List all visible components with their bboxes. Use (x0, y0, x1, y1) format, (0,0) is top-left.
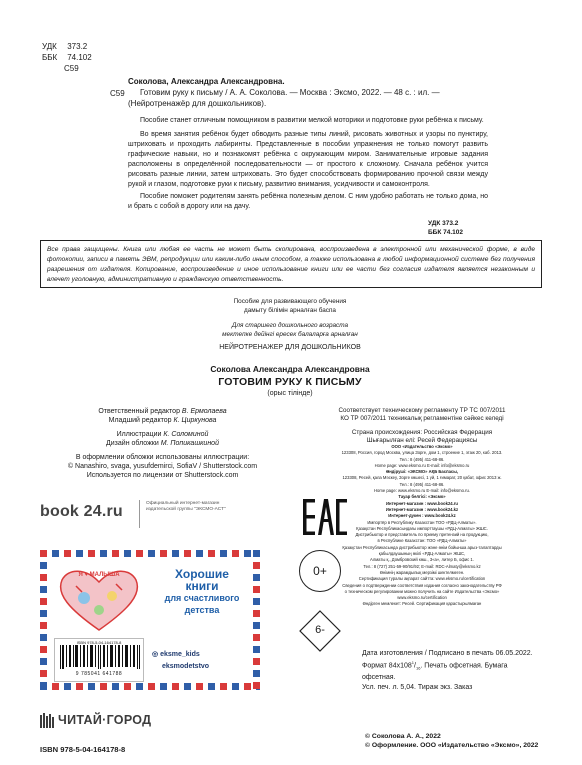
credit-cover-label: Дизайн обложки (106, 440, 159, 448)
stamp-stripe (40, 682, 47, 689)
credit-illus-name: К. Соломиной (163, 430, 209, 438)
headline-3: для счастливого (164, 593, 240, 603)
headline-2: книги (185, 579, 219, 593)
stamp-stripe (88, 550, 95, 557)
stamp-stripe (136, 550, 143, 557)
stamp-stripe (253, 586, 260, 593)
language-note: (орыс тілінде) (267, 390, 313, 397)
credits-right (302, 407, 542, 446)
publisher-line: Тел.: 8 (495) 411-68-86. (399, 481, 445, 487)
annotation (128, 116, 488, 212)
stamp-stripe (64, 550, 71, 557)
book-title: ГОТОВИМ РУКУ К ПИСЬМУ (218, 376, 362, 388)
stamp-stripe (253, 682, 260, 689)
book24-block (40, 500, 275, 528)
publisher-line: Home page: www.eksmo.ru E-mail: info@eksmo.ru. (374, 488, 470, 494)
publisher-line: Home page: www.eksmo.ru E-mail: info@eksmo.ru (374, 462, 470, 468)
headline-4: детства (184, 605, 220, 615)
print-format: Формат $84х108^1/_{16}$. Печать офсетная. Бумага офсетная. (362, 660, 508, 682)
bbk-label: ББК (42, 53, 58, 62)
stamp-stripe (232, 683, 239, 690)
cutter-code: С59 (64, 64, 79, 73)
publisher-line: қабылдаушының өкілі «РДЦ-Алматы» ЖШС, (378, 551, 466, 557)
annotation-p1: Пособие станет отличным помощником в развитии мелкой моторики и подготовке руки ребёнка к письму. (140, 117, 484, 124)
instagram-icon: ◎ (152, 651, 159, 658)
publisher-line: Өнімнің жарамдылық мерзімі шектелмеген. (379, 569, 465, 575)
credit-editor-name: В. Ермолаева (181, 408, 227, 415)
stamp-stripe (253, 634, 260, 641)
stamp-stripe (253, 598, 260, 605)
credit-license: Используется по лицензии от Shutterstock.com (86, 472, 239, 480)
stamp-stripe (40, 574, 47, 581)
format-prefix: Формат 84х108 (362, 662, 412, 670)
print-info (362, 649, 542, 692)
stamp-stripe (112, 683, 119, 690)
stamp-stripe (40, 586, 47, 593)
stamp-stripe (88, 683, 95, 690)
stamp-stripe (148, 550, 155, 557)
stamp-stripe (40, 562, 47, 569)
print-date: Дата изготовления / Подписано в печать 06.05.2022. (362, 650, 533, 657)
stamp-stripe (184, 683, 191, 690)
stamp-stripe (40, 610, 47, 617)
publisher-line: www.eksmo.ru/certification (397, 595, 447, 601)
stamp-stripe (100, 550, 107, 557)
social-item-1 (152, 650, 252, 658)
audience-ru-2: Для старшего дошкольного возраста (231, 322, 349, 329)
audience-block (150, 298, 430, 339)
format-suffix: . Печать офсетная. Бумага офсетная. (362, 662, 508, 682)
credit-junior-label: Младший редактор (108, 417, 172, 425)
stamp-stripe (172, 550, 179, 557)
publisher-line: Тел.: 8 (495) 411-68-86. (399, 456, 445, 462)
stamp-stripe (253, 670, 260, 677)
stamp-stripe (40, 634, 47, 641)
publisher-line: в Республике Казахстан: ТОО «РДЦ-Алматы» (377, 538, 467, 544)
divider (139, 500, 140, 528)
eac-mark-icon (302, 495, 348, 539)
udc-value: 373.2 (67, 42, 88, 51)
stamp-stripe (136, 683, 143, 690)
publisher-line: Қазақстан Республикасында дистрибьютор және өнім бойынша арыз-талаптарды (342, 544, 502, 550)
audience-ru-1: Пособие для развивающего обучения (233, 298, 347, 305)
copyright-publisher: © Оформление. ООО «Издательство «Эксмо», 2022 (365, 742, 539, 749)
headline-1: Хорошие (175, 567, 229, 581)
age-0-text: 0+ (313, 564, 327, 578)
stamp-stripe (244, 683, 251, 690)
stamp-stripe (172, 683, 179, 690)
credit-editor (40, 407, 285, 416)
tech-reg-kz: КО ТР 007/2011 техникалық регламентіне сәйкес келеді (340, 415, 504, 423)
biblio-line-2: (Нейротренажёр для дошкольников). (128, 99, 267, 108)
promo-stamp (40, 550, 260, 690)
tech-reg-ru: Соответствует техническому регламенту ТР ТС 007/2011 (338, 407, 506, 414)
print-sheets: Усл. печ. л. 5,04. Тираж экз. Заказ (362, 683, 473, 691)
stamp-stripe (112, 550, 119, 557)
age-6-text: 6- (315, 624, 325, 636)
stamp-stripe (124, 550, 131, 557)
credit-cover-credits: © Nanashiro, svaga, yusufdemirci, SofiaV / Shutterstock.com (67, 463, 258, 471)
publisher-line: ООО «Издательство «Эксмо» (391, 444, 453, 449)
book24-note: Официальный интернет-магазин издательской группы "ЭКСМО-АСТ" (146, 501, 226, 512)
stamp-stripe (124, 683, 131, 690)
annotation-p3: Пособие поможет родителям занять ребёнка полезным делом. С ним удобно работать не только дома, но и брать с собой в дорогу или на дачу. (128, 193, 488, 210)
stamp-stripe (100, 683, 107, 690)
udc-label: УДК (42, 42, 57, 51)
publisher-line: Өндіруші: «ЭКСМО» АҚБ Баспасы, (385, 469, 458, 475)
audience-kz-1: дамыту білімін арналған баспа (244, 306, 336, 314)
stamp-stripe (220, 550, 227, 557)
stamp-stripe (244, 550, 251, 557)
stamp-stripe (220, 683, 227, 690)
stamp-stripe (40, 550, 47, 557)
social-handle-1: eksme_kids (160, 651, 200, 658)
credit-cover-illus: В оформлении обложки использованы иллюстрации: (75, 453, 250, 461)
sticker-text: Я ♥ МАЛЫША (78, 572, 120, 578)
publisher-line: Сведения о подтверждении соответствия издания согласно законодательству РФ (342, 582, 502, 588)
stamp-headline (152, 568, 252, 616)
stamp-stripe (232, 550, 239, 557)
udc-right-udc: УДК 373.2 (428, 220, 459, 227)
stamp-stripe (253, 646, 260, 653)
origin-ru: Страна происхождения: Российская Федерация (351, 428, 493, 436)
publisher-line: 123308, Ресей, қала Мәскеу, Зорге көшесі, 1 үй, 1 ғимарат, 20 қабат, офис 2013 ж. (342, 475, 502, 481)
barcode (54, 638, 144, 682)
bbk-line (42, 52, 92, 63)
publisher-line: Интернет-магазин : www.book24.kz (385, 506, 459, 512)
stamp-stripe (40, 670, 47, 677)
copyright-block (365, 732, 538, 750)
stamp-stripe (76, 550, 83, 557)
credit-editor-label: Ответственный редактор (98, 408, 180, 415)
udc-right-bbk: ББК 74.102 (428, 229, 463, 236)
udc-line (42, 41, 92, 52)
stamp-stripe (160, 683, 167, 690)
isbn: ISBN 978-5-04-164178-8 (40, 745, 126, 754)
social-item-2: eksmodetstvo (162, 663, 210, 670)
stamp-stripe (40, 658, 47, 665)
stamp-stripe (40, 646, 47, 653)
stamp-stripe (52, 683, 59, 690)
stamp-stripe (253, 658, 260, 665)
stamp-stripe (76, 683, 83, 690)
credits-left (40, 407, 285, 481)
publisher-line: Сертификация туралы ақпарат сайтта: www.eksmo.ru/certification (358, 576, 486, 582)
stamp-stripe (208, 683, 215, 690)
stamp-stripe (208, 550, 215, 557)
stamp-stripe (184, 550, 191, 557)
book24-logo: book 24.ru (40, 503, 123, 520)
barcode-digits: 9 785041 641788 (75, 671, 123, 677)
social-block (152, 650, 252, 670)
publisher-line: о техническом регулировании можно получить на сайте Издательства «Эксмо» (344, 588, 500, 594)
bbk-value: 74.102 (67, 53, 92, 62)
age-rating-0 (299, 550, 341, 592)
credit-illus-label: Иллюстрации (116, 430, 162, 438)
publisher-line: Алматы қ., Домбровский көш., 3«а», литер Б, офис 1. (370, 557, 474, 563)
stamp-stripe (160, 550, 167, 557)
publisher-line: Импортёр в Республику Казахстан ТОО «РДЦ-Алматы». (367, 519, 477, 525)
publisher-line: Тел.: 8 (727) 251-59-90/91/92; E-mail: RDC-Almaty@eksmo.kz (363, 563, 481, 569)
stamp-stripe (64, 683, 71, 690)
stamp-stripe (40, 598, 47, 605)
annotation-p2: Во время занятия ребёнок будет обводить разные типы линий, рисовать животных и узоры по пунктиру, штриховать и проходить лабиринты. Представленные в пособии упражнения не только помогут развить графические навыки, но и познакомят ребёнка с окружающим миром. Занимательные игровые задания расположены в определённой последовательности — от простого к сложному. Сначала ребёнок учится рисовать разные линии, затем штриховать. Это будет способствовать формированию прочной связи между рукой и глазом, подготовке руки к письму, развитию внимания, усидчивости и самоконтроля. (128, 131, 488, 188)
stamp-stripe (253, 622, 260, 629)
barcode-isbn: ISBN 978-5-04-164178-8 (76, 640, 122, 645)
stamp-stripe (253, 574, 260, 581)
author-name: Соколова Александра Александровна (210, 364, 370, 374)
cutter-left: С59 (110, 89, 125, 98)
book-stack-icon (40, 713, 56, 729)
credit-cover-name: М. Попикашкиной (160, 440, 219, 448)
stamp-stripe (253, 550, 260, 557)
rights-notice: Все права защищены. Книга или любая ее часть не может быть скопирована, воспроизведена в электронной или механической форме, в виде фотокопии, записи в память ЭВМ, репродукции или каким-либо иным способом, а также использована в любой информационной системе без получения разрешения от издателя. Копирование, воспроизведение и иное использование книги или ее части без согласия издателя является незаконным и влечет уголовную, административную и гражданскую ответственность. (40, 240, 542, 288)
age-rating-6 (299, 610, 341, 652)
publisher-line: Интернет-дүкен : www.book24.kz (388, 513, 456, 519)
credit-illus (40, 430, 285, 439)
stamp-stripe (148, 683, 155, 690)
publisher-line: 123308, Россия, город Москва, улица Зорге, дом 1, строение 1, этаж 20, каб. 2013. (341, 450, 503, 456)
audience-kz-2: мектепке дейінгі ересек балаларға арналған (222, 330, 358, 338)
origin-kz: Шығарылған елі: Ресей Федерациясы (366, 437, 478, 445)
publisher-line: Интернет-магазин : www.book24.ru (386, 500, 458, 506)
credit-junior-name: К. Циркунова (173, 417, 217, 425)
stamp-stripe (196, 550, 203, 557)
credit-junior (40, 416, 285, 425)
cutter-line (42, 63, 92, 74)
series-title: НЕЙРОТРЕНАЖЕР ДЛЯ ДОШКОЛЬНИКОВ (219, 344, 361, 351)
biblio-author: Соколова, Александра Александровна. (128, 77, 285, 86)
barcode-bars-icon (58, 645, 142, 669)
chitai-gorod-text: ЧИТАЙ·ГОРОД (58, 713, 152, 727)
sticker (54, 564, 144, 634)
publisher-line: Өндірген мемлекет: Ресей. Сертификация қарастырылмаған (362, 601, 482, 607)
eac-mark (302, 495, 348, 539)
stamp-stripe (196, 683, 203, 690)
stamp-stripe (253, 610, 260, 617)
publisher-line: Дистрибьютор и представитель по приему претензий на продукцию, (355, 532, 489, 538)
chitai-gorod-logo (40, 712, 190, 730)
credit-cover (40, 439, 285, 448)
stamp-stripe (253, 562, 260, 569)
publisher-line: Тауар белгісі: «Эксмо» (398, 494, 446, 500)
copyright-author: © Соколова А. А., 2022 (365, 733, 441, 740)
stamp-stripe (52, 550, 59, 557)
udc-block (42, 41, 92, 74)
publisher-line: Қазақстан Республикасындағы импорттаушы «РДЦ-Алматы» ЖШС. (356, 525, 488, 531)
bibliographic-record (128, 76, 488, 109)
udc-right (428, 219, 463, 237)
stamp-stripe (40, 622, 47, 629)
biblio-line-1: Готовим руку к письму / А. А. Соколова. — Москва : Эксмо, 2022. — 48 с. : ил. — (140, 88, 440, 97)
